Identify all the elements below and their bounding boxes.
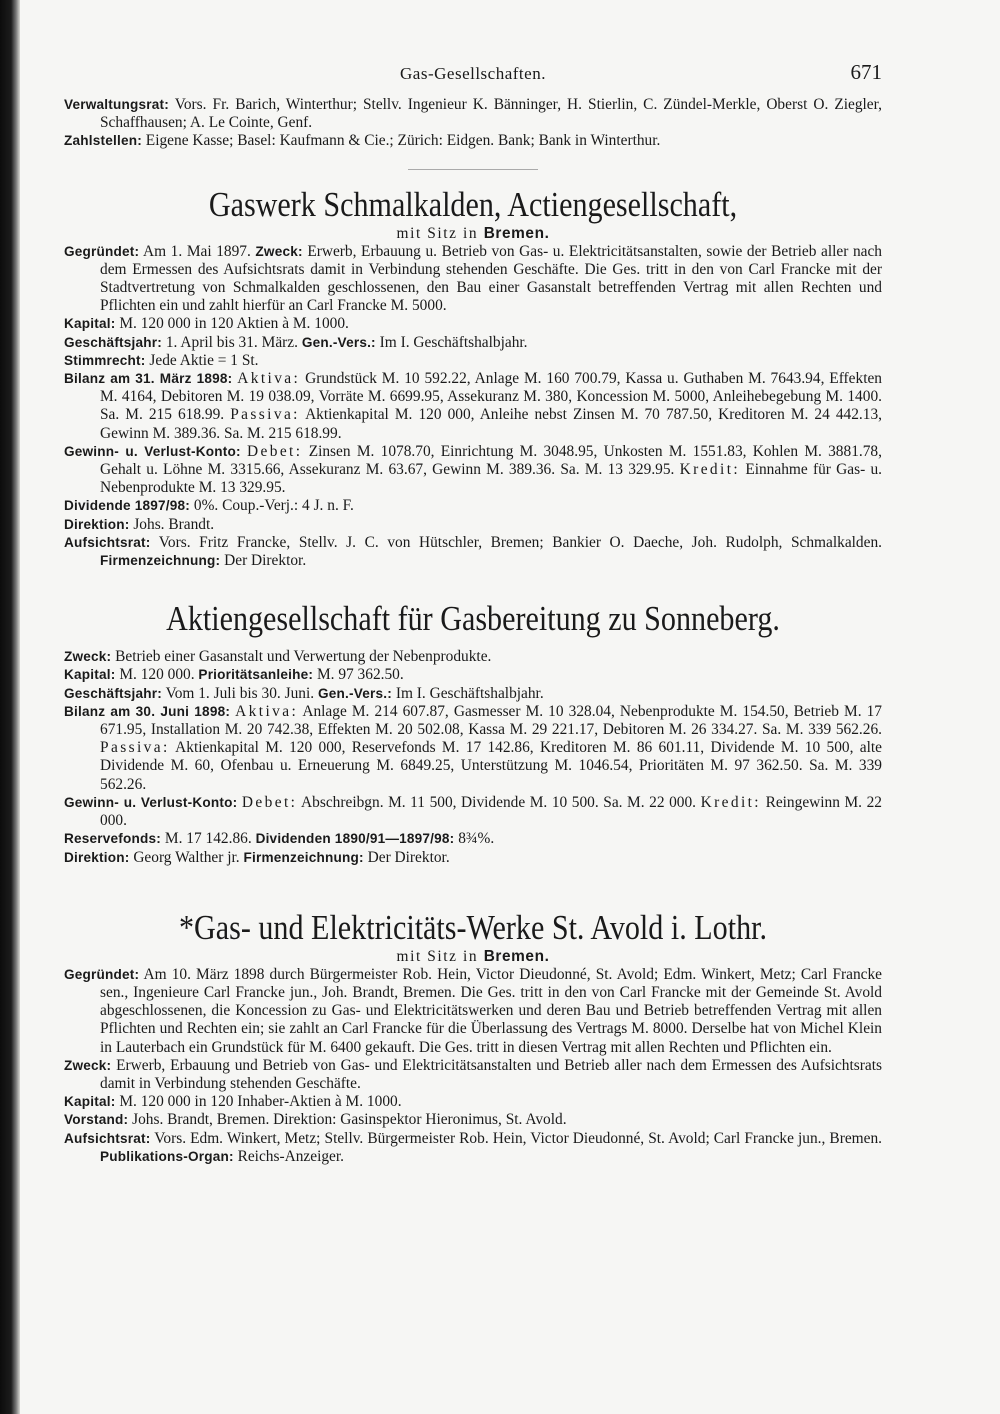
text: Im I. Geschäftshalbjahr. bbox=[395, 684, 544, 702]
label: Gen.-Vers.: bbox=[301, 334, 376, 350]
entry-bilanz bbox=[64, 370, 882, 443]
entry-direktion bbox=[64, 516, 882, 534]
text: Einnahme für Gas- u. Nebenprodukte M. 13 329.95. bbox=[100, 461, 882, 497]
entry-gewinn-verlust bbox=[64, 443, 882, 498]
label: Gewinn- u. Verlust-Konto: bbox=[64, 794, 238, 810]
entry-kapital bbox=[64, 1093, 882, 1111]
section-divider bbox=[408, 169, 538, 170]
entry-kapital bbox=[64, 315, 882, 333]
entry-geschaeftsjahr bbox=[64, 685, 882, 703]
text: Vors. Fr. Barich, Winterthur; Stellv. Ingenieur K. Bänninger, H. Stierlin, C. Zündel-Merkle, Oberst O. Ziegler, Schaffhausen; A. Le Cointe, Genf. bbox=[100, 96, 882, 132]
text: Vors. Edm. Winkert, Metz; Stellv. Bürgermeister Rob. Hein, Victor Dieudonné, St. Avold; Carl Francke jun., Bremen. bbox=[154, 1129, 882, 1147]
text: Vors. Fritz Francke, Stellv. J. C. von Hütschler, Bremen; Bankier O. Daeche, Joh. Rudolph, Schmalkalden. bbox=[158, 533, 882, 551]
company-gasbereitung-sonneberg bbox=[64, 600, 882, 866]
text: Aktienkapital M. 120 000, Reservefonds M. 17 142.86, Kreditoren M. 86 601.11, Dividende M. 10 500, alte Dividende M. 60, Ofenbau u. Erneuerung M. 6849.25, Unterstützung M. 1046.54, Prioritäten M. 97 362.50. Sa. M. 339 562.26. bbox=[100, 739, 882, 793]
text: Aktienkapital M. 120 000, Anleihe nebst Zinsen M. 70 787.50, Kreditoren M. 24 442.13, Gewinn M. 389.36. Sa. M. 215 618.99. bbox=[100, 406, 882, 442]
running-title: Gas-Gesellschaften. bbox=[400, 64, 546, 83]
label: Direktion: bbox=[64, 849, 130, 865]
entry-dividende bbox=[64, 497, 882, 515]
entry-gegruendet-zweck bbox=[64, 243, 882, 316]
company-title: Aktiengesellschaft für Gasbereitung zu Sonneberg. bbox=[166, 599, 780, 639]
label: Kapital: bbox=[64, 1094, 116, 1110]
text: Der Direktor. bbox=[224, 552, 307, 570]
label: Geschäftsjahr: bbox=[64, 334, 162, 350]
label: Firmenzeichnung: bbox=[243, 849, 364, 865]
label: Aufsichtsrat: bbox=[64, 1130, 151, 1146]
entry-zweck bbox=[64, 648, 882, 666]
entry-zahlstellen bbox=[64, 132, 882, 150]
label: Prioritätsanleihe: bbox=[198, 667, 314, 683]
label: Dividenden 1890/91—1897/98: bbox=[255, 831, 455, 847]
entry-geschaeftsjahr bbox=[64, 334, 882, 352]
page-number: 671 bbox=[850, 60, 882, 84]
aktiva-word: Aktiva: bbox=[235, 702, 299, 720]
seat-prefix: mit Sitz in bbox=[396, 947, 479, 965]
entry-bilanz bbox=[64, 703, 882, 794]
label: Direktion: bbox=[64, 516, 130, 532]
label: Kapital: bbox=[64, 316, 116, 332]
text: Abschreibgn. M. 11 500, Dividende M. 10 500. Sa. M. 22 000. bbox=[301, 793, 697, 811]
seat-city: Bremen. bbox=[483, 224, 550, 242]
text: Grundstück M. 10 592.22, Anlage M. 160 700.79, Kassa u. Guthaben M. 7643.94, Effekten M. 4164, Debitoren M. 19 038.09, Vorräte M. 6699.95, Assekuranz M. 380, Koncession M. 5000, Anleihebegebung M. 1400. Sa. M. 215 618.99. bbox=[100, 370, 883, 424]
label: Zweck: bbox=[255, 243, 303, 259]
label: Gen.-Vers.: bbox=[317, 685, 392, 701]
text: Am 1. Mai 1897. bbox=[143, 242, 251, 260]
label: Bilanz am 30. Juni 1898: bbox=[64, 703, 231, 719]
label: Firmenzeichnung: bbox=[100, 553, 221, 569]
text: M. 120 000 in 120 Aktien à M. 1000. bbox=[119, 315, 349, 333]
entry-aufsichtsrat bbox=[64, 534, 882, 570]
text: Erwerb, Erbauung u. Betrieb von Gas- u. Elektricitätsanstalten, sowie der Betrieb aller nach dem Ermessen des Aufsichtsrats damit in Verbindung stehenden Geschäfte. Die Ges. tritt in den von Carl Francke mit der Stadtvertretung von Schmalkalden geschlossenen, den Bau einer Gasanstalt betreffenden Vertrag mit allen Rechten und Pflichten ein und zahlt hierfür an Carl Francke M. 5000. bbox=[100, 242, 883, 315]
label: Zahlstellen: bbox=[64, 133, 142, 149]
text: Johs. Brandt, Bremen. Direktion: Gasinspektor Hieronimus, St. Avold. bbox=[132, 1111, 567, 1129]
text: 0%. Coup.-Verj.: 4 J. n. F. bbox=[193, 497, 354, 515]
label: Verwaltungsrat: bbox=[64, 97, 169, 112]
document-page bbox=[64, 58, 882, 1166]
kredit-word: Kredit: bbox=[679, 461, 741, 479]
entry-gewinn-verlust bbox=[64, 794, 882, 830]
label: Publikations-Organ: bbox=[100, 1148, 234, 1164]
running-header bbox=[64, 58, 882, 94]
text: M. 120 000 in 120 Inhaber-Aktien à M. 1000. bbox=[119, 1093, 402, 1111]
label: Kapital: bbox=[64, 667, 116, 683]
entry-direktion bbox=[64, 849, 882, 867]
label: Reservefonds: bbox=[64, 831, 162, 847]
entry-reservefonds bbox=[64, 830, 882, 848]
previous-company-tail bbox=[64, 96, 882, 151]
text: Jede Aktie = 1 St. bbox=[149, 351, 259, 369]
entry-aufsichtsrat bbox=[64, 1130, 882, 1166]
label: Aufsichtsrat: bbox=[64, 534, 151, 550]
text: Erwerb, Erbauung und Betrieb von Gas- und Elektricitätsanstalten und Betrieb aller nach dem Ermessen des Aufsichtsrats damit in Verbindung stehenden Geschäfte. bbox=[100, 1056, 882, 1092]
company-gaswerk-schmalkalden bbox=[64, 186, 882, 571]
label: Zweck: bbox=[64, 1057, 112, 1073]
label: Vorstand: bbox=[64, 1112, 129, 1128]
aktiva-word: Aktiva: bbox=[237, 370, 301, 388]
text: Eigene Kasse; Basel: Kaufmann & Cie.; Zürich: Eidgen. Bank; Bank in Winterthur. bbox=[145, 132, 661, 150]
text: 8¾%. bbox=[458, 830, 495, 848]
text: Im I. Geschäftshalbjahr. bbox=[379, 333, 528, 351]
entry-verwaltungsrat bbox=[64, 96, 882, 132]
company-gas-elektricitaets-werke-st-avold bbox=[64, 909, 882, 1166]
text: M. 17 142.86. bbox=[164, 830, 252, 848]
text: Reichs-Anzeiger. bbox=[237, 1147, 344, 1165]
text: Zinsen M. 1078.70, Einrichtung M. 3048.95, Unkosten M. 1551.83, Kohlen M. 3881.78, Gehalt u. Löhne M. 3315.66, Assekuranz M. 63.67, Gewinn M. 389.36. Sa. M. 13 329.95. bbox=[100, 442, 882, 479]
entry-vorstand bbox=[64, 1111, 882, 1129]
label: Dividende 1897/98: bbox=[64, 498, 191, 514]
kredit-word: Kredit: bbox=[700, 793, 761, 811]
text: Am 10. März 1898 durch Bürgermeister Rob. Hein, Victor Dieudonné, St. Avold; Edm. Winkert, Metz; Carl Francke sen., Ingenieure Carl Francke jun., Joh. Brandt, Bremen. Die Ges. tritt in den von Carl Francke mit der Gemeinde St. Avold abgeschlossenen, die Koncession zu Gas- und Elektricitätswerken und deren Bau und Betrieb betreffenden Vertrag mit allen Pflichten und Rechten ein; sie zahlt an Carl Francke für die Überlassung des Vertrags M. 8000. Derselbe hat von Michel Klein in Lauterbach ein Grundstück für M. 6400 gekauft. Die Ges. tritt in diesen Vertrag mit allen Rechten und Pflichten ein. bbox=[100, 965, 883, 1056]
text: Der Direktor. bbox=[367, 848, 450, 866]
label: Geschäftsjahr: bbox=[64, 685, 162, 701]
text: Johs. Brandt. bbox=[133, 515, 215, 533]
entry-stimmrecht bbox=[64, 352, 882, 370]
company-title: *Gas- und Elektricitäts-Werke St. Avold i. Lothr. bbox=[178, 907, 768, 947]
text: Vom 1. Juli bis 30. Juni. bbox=[165, 684, 315, 702]
label: Gewinn- u. Verlust-Konto: bbox=[64, 443, 241, 459]
text: Anlage M. 214 607.87, Gasmesser M. 10 328.04, Nebenprodukte M. 154.50, Betrieb M. 17 671.95, Installation M. 20 742.38, Effekten M. 20 502.08, Kassa M. 29 221.17, Debitoren M. 26 334.27. Sa. M. 339 562.26. bbox=[100, 702, 883, 739]
label: Bilanz am 31. März 1898: bbox=[64, 371, 233, 387]
seat-city: Bremen. bbox=[483, 947, 550, 965]
passiva-word: Passiva: bbox=[230, 406, 300, 424]
label: Gegründet: bbox=[64, 966, 140, 982]
text: Betrieb einer Gasanstalt und Verwertung der Nebenprodukte. bbox=[115, 648, 492, 666]
text: Reingewinn M. 22 000. bbox=[100, 793, 882, 830]
entry-gegruendet bbox=[64, 966, 882, 1057]
label: Gegründet: bbox=[64, 243, 140, 259]
debet-word: Debet: bbox=[241, 793, 298, 811]
company-seat bbox=[64, 947, 882, 966]
label: Stimmrecht: bbox=[64, 352, 146, 368]
text: M. 97 362.50. bbox=[316, 666, 404, 684]
passiva-word: Passiva: bbox=[100, 739, 170, 757]
company-title: Gaswerk Schmalkalden, Actiengesellschaft, bbox=[208, 184, 738, 224]
seat-prefix: mit Sitz in bbox=[396, 224, 479, 242]
text: M. 120 000. bbox=[119, 666, 195, 684]
label: Zweck: bbox=[64, 649, 112, 665]
text: 1. April bis 31. März. bbox=[165, 333, 298, 351]
company-seat bbox=[64, 224, 882, 243]
debet-word: Debet: bbox=[246, 442, 303, 460]
text: Georg Walther jr. bbox=[133, 848, 240, 866]
entry-zweck bbox=[64, 1057, 882, 1093]
entry-kapital bbox=[64, 666, 882, 684]
book-binding-edge bbox=[0, 0, 20, 1414]
